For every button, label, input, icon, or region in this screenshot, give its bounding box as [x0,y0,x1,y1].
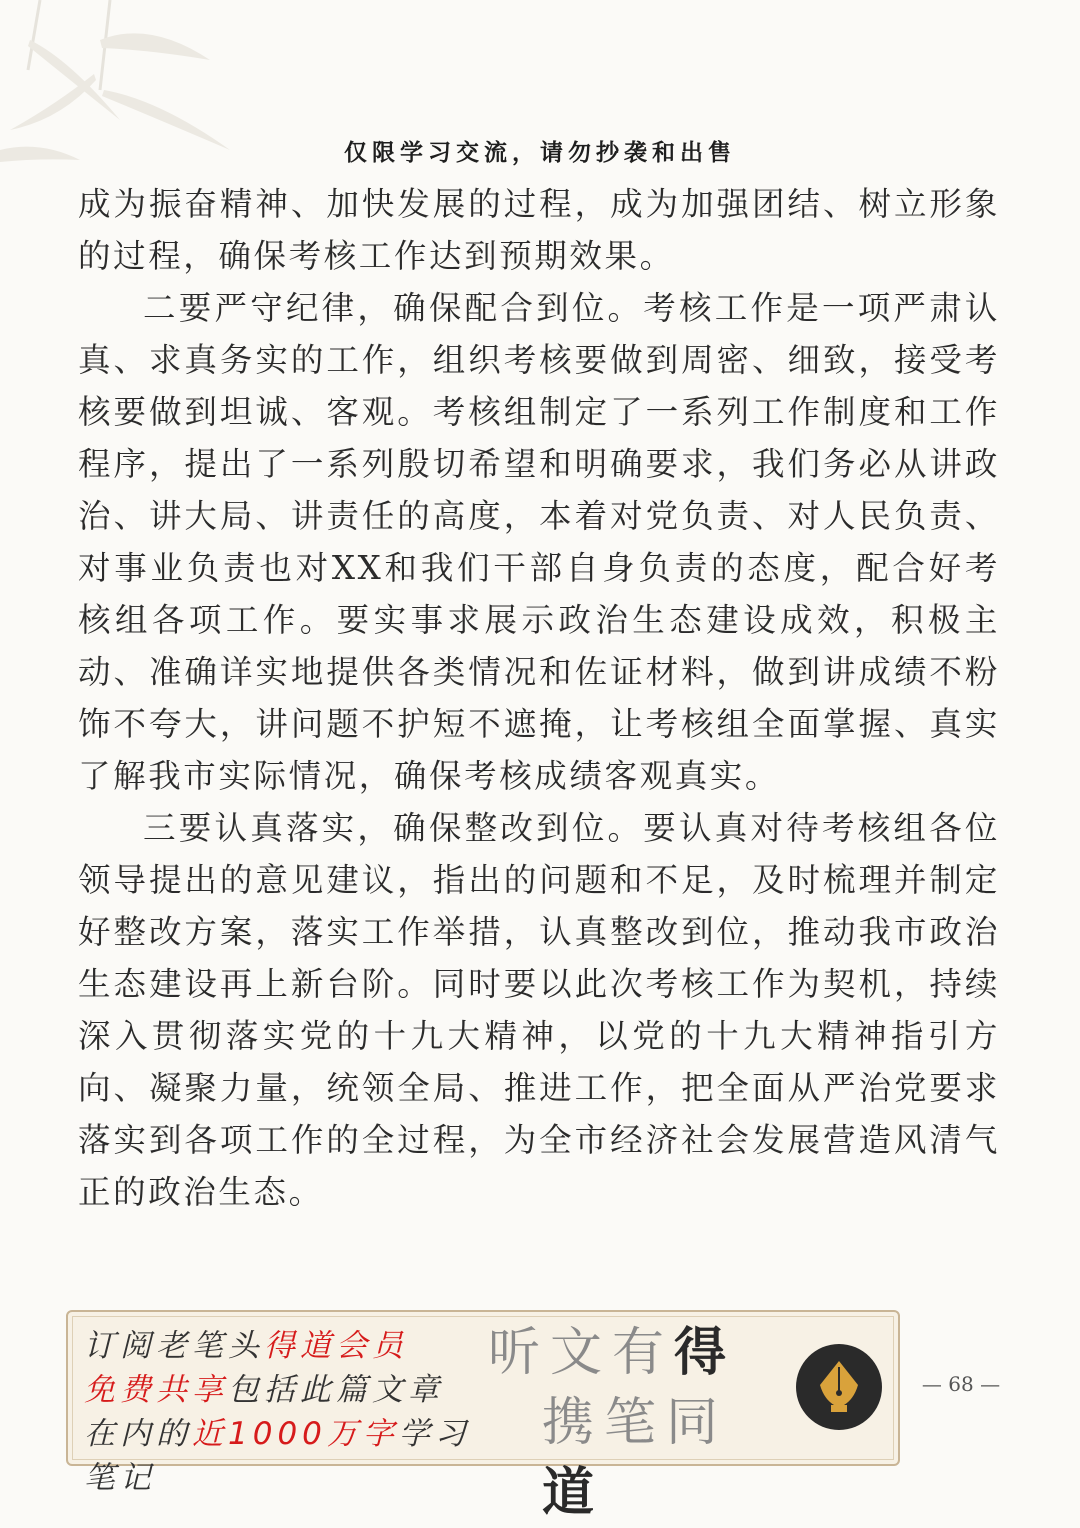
article-body [78,178,1000,1218]
copyright-notice: 仅限学习交流，请勿抄袭和出售 [344,139,736,166]
subscription-banner[interactable] [66,1310,900,1523]
pen-nib-icon [796,1344,882,1430]
paragraph-3: 三要认真落实，确保整改到位。要认真对待考核组各位领导提出的意见建议，指出的问题和不足，及时梳理并制定好整改方案，落实工作举措，认真整改到位，推动我市政治生态建设再上新台阶。同时要以此次考核工作为契机，持续深入贯彻落实党的十九大精神，以党的十九大精神指引方向、凝聚力量，统领全局、推进工作，把全面从严治党要求落实到各项工作的全过程，为全市经济社会发展营造风清气正的政治生态。 [78,809,1000,1211]
page-number: — 68 — [921,1372,1001,1396]
banner-promo-text [84,1324,504,1500]
banner-slogan [488,1318,758,1528]
paragraph-1: 成为振奋精神、加快发展的过程，成为加强团结、树立形象的过程，确保考核工作达到预期效果。 [78,185,1000,275]
slogan-line-2: 携笔同道 [542,1393,729,1523]
banner-line-2: 免费共享包括此篇文章 [84,1372,444,1408]
paragraph-2: 二要严守纪律，确保配合到位。考核工作是一项严肃认真、求真务实的工作，组织考核要做到周密、细致，接受考核要做到坦诚、客观。考核组制定了一系列工作制度和工作程序，提出了一系列殷切希望和明确要求，我们务必从讲政治、讲大局、讲责任的高度，本着对党负责、对人民负责、对事业负责也对XX和我们干部自身负责的态度，配合好考核组各项工作。要实事求展示政治生态建设成效，积极主动、准确详实地提供各类情况和佐证材料，做到讲成绩不粉饰不夸大，讲问题不护短不遮掩，让考核组全面掌握、真实了解我市实际情况，确保考核成绩客观真实。 [78,289,1000,795]
banner-line-3: 在内的近1000万字学习笔记 [84,1416,471,1496]
banner-line-1: 订阅老笔头得道会员 [84,1328,408,1364]
slogan-line-1: 听文有得 [488,1322,737,1383]
